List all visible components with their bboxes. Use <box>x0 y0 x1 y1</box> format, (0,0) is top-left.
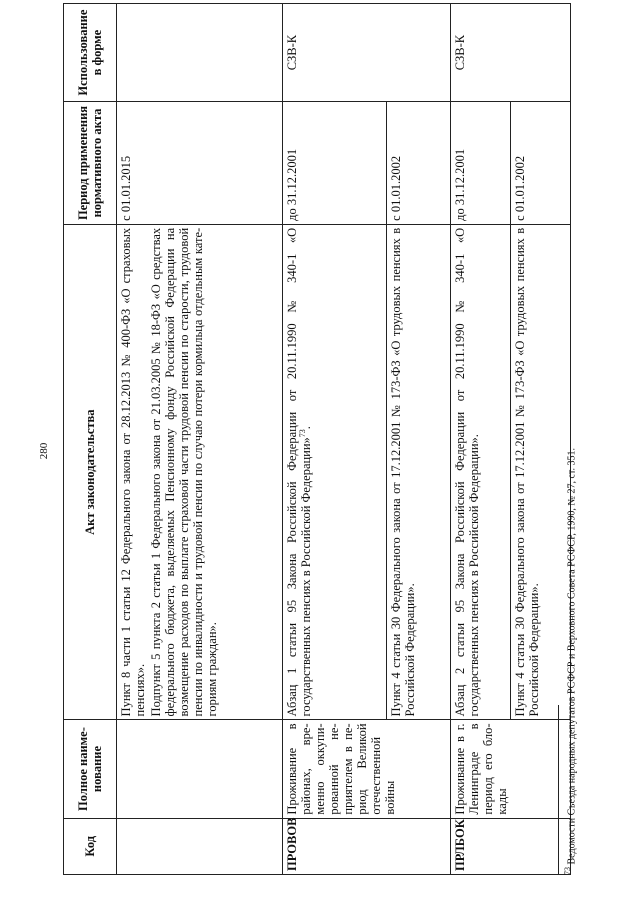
act-cell: Пункт 4 статьи 30 Федерального закона от 17.12.2001 № 173-ФЗ «О трудовых пенсиях в Российской Федерации». <box>511 224 571 720</box>
code-cell: ПРЛБОК <box>451 818 571 874</box>
period-cell: с 01.01.2015 <box>117 102 283 225</box>
header-act: Акт законодательства <box>64 224 117 720</box>
table-row <box>283 4 387 875</box>
act-text: Абзац 1 статьи 95 Закона Российской Федерации от 20.11.1990 № 340-1 «О государственных пенсиях в Российской Федерации» <box>285 227 314 717</box>
act-text: Подпункт 5 пункта 2 статьи 1 Федерального закона от 21.03.2005 № 18-ФЗ «О средствах федерального бюджета, выделяемых Пенсионному фонду Российской Федерации на возмещение расходов по выплате страховой части трудовой пенсии по старости, трудовой пенсии по инвалидности и трудовой пенсии по случаю потери кормильца отдельным категориям граждан». <box>149 227 219 717</box>
legislation-table <box>63 3 571 875</box>
header-period: Период применения нормативного акта <box>64 102 117 225</box>
act-text: Пункт 8 части 1 статьи 12 Федерального закона от 28.12.2013 № 400-ФЗ «О страховых пенсиях». <box>119 227 147 717</box>
act-cell: Абзац 2 статьи 95 Закона Российской Федерации от 20.11.1990 № 340-1 «О государственных пенсиях в Российской Федерации». <box>451 224 511 720</box>
header-name: Полное наименование <box>64 720 117 818</box>
name-cell: Проживание в г. Ленинграде в период его блокады <box>451 720 571 818</box>
period-cell: с 01.01.2002 <box>387 102 451 225</box>
page-number: 280 <box>38 442 50 460</box>
header-code: Код <box>64 818 117 874</box>
footnote-text: Ведомости Съезда народных депутатов РСФСР и Верховного Совета РСФСР, 1990, № 27, ст. 351. <box>566 447 578 865</box>
header-usage: Использование в форме <box>64 4 117 102</box>
footnote-mark: 73 <box>298 429 307 438</box>
act-cell: Абзац 1 статьи 95 Закона Российской Федерации от 20.11.1990 № 340-1 «О государственных пенсиях в Российской Федерации»$^{73}$. <box>283 224 387 720</box>
table-row <box>451 4 511 875</box>
usage-cell <box>117 4 283 102</box>
usage-cell: СЗВ-К <box>451 4 571 102</box>
code-cell <box>117 818 283 874</box>
table-row <box>117 4 283 875</box>
period-cell: с 01.01.2002 <box>511 102 571 225</box>
code-cell: ПРОВОВ <box>283 818 451 874</box>
footnote <box>563 175 577 875</box>
period-cell: до 31.12.2001 <box>451 102 511 225</box>
name-cell <box>117 720 283 818</box>
footnote-mark: 73 <box>563 867 572 875</box>
act-cell: Пункт 4 статьи 30 Федерального закона от 17.12.2001 № 173-ФЗ «О трудовых пенсиях в Российской Федерации». <box>387 224 451 720</box>
name-cell: Проживание в районах, временно оккупированной неприятелем в период Великой отечественной войны <box>283 720 451 818</box>
footnote-divider <box>558 705 559 875</box>
table-header-row <box>64 4 117 875</box>
rotated-page <box>0 9 640 893</box>
act-cell <box>117 224 283 720</box>
usage-cell: СЗВ-К <box>283 4 451 102</box>
period-cell: до 31.12.2001 <box>283 102 387 225</box>
